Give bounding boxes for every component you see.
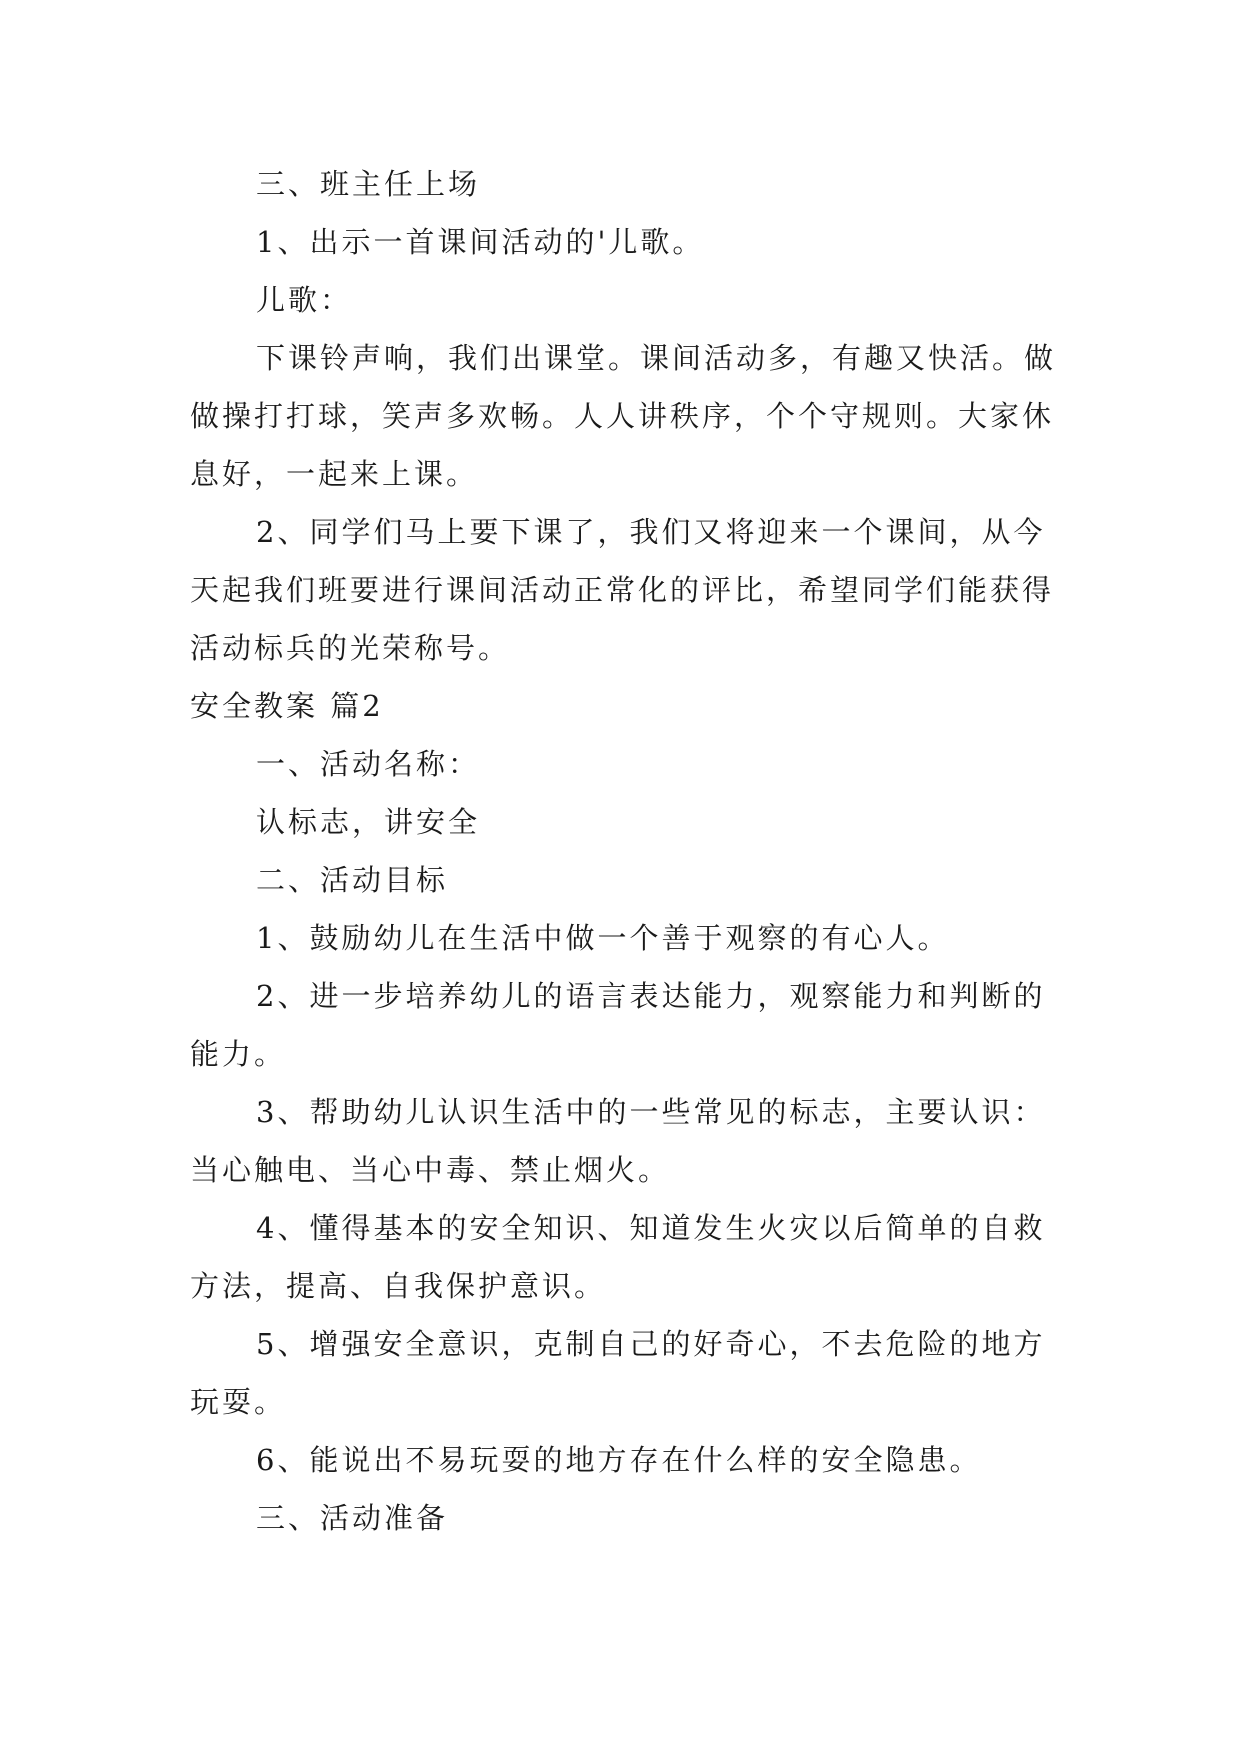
list-item: 3、帮助幼儿认识生活中的一些常见的标志，主要认识：当心触电、当心中毒、禁止烟火。 [190, 1095, 1046, 1187]
document-title: 安全教案 篇2 [190, 689, 384, 723]
section-heading: 一、活动名称： [256, 747, 481, 781]
list-item: 4、懂得基本的安全知识、知道发生火灾以后简单的自救方法，提高、自我保护意识。 [190, 1211, 1046, 1303]
section-heading: 三、班主任上场 [256, 167, 481, 201]
section-heading: 三、活动准备 [256, 1501, 449, 1535]
paragraph: 儿歌： [256, 283, 353, 317]
paragraph: 1、出示一首课间活动的'儿歌。 [256, 225, 705, 259]
list-item: 2、进一步培养幼儿的语言表达能力，观察能力和判断的能力。 [190, 979, 1046, 1071]
paragraph: 认标志，讲安全 [256, 805, 481, 839]
list-item: 6、能说出不易玩耍的地方存在什么样的安全隐患。 [256, 1443, 982, 1477]
section-heading: 二、活动目标 [256, 863, 449, 897]
document-page [190, 155, 1060, 1547]
paragraph: 2、同学们马上要下课了，我们又将迎来一个课间，从今天起我们班要进行课间活动正常化的评比，希望同学们能获得活动标兵的光荣称号。 [190, 515, 1055, 665]
poem-paragraph: 下课铃声响，我们出课堂。课间活动多，有趣又快活。做做操打打球，笑声多欢畅。人人讲秩序，个个守规则。大家休息好，一起来上课。 [190, 341, 1057, 491]
list-item: 5、增强安全意识，克制自己的好奇心，不去危险的地方玩耍。 [190, 1327, 1046, 1419]
list-item: 1、鼓励幼儿在生活中做一个善于观察的有心人。 [256, 921, 950, 955]
